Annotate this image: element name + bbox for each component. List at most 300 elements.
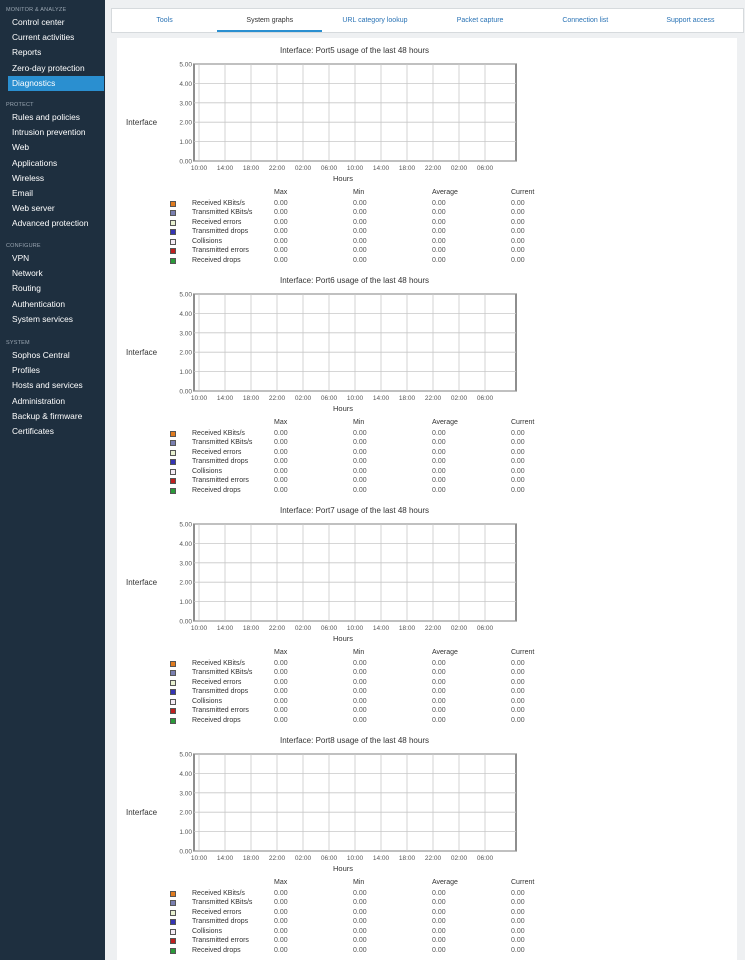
- sidebar-item-email[interactable]: Email: [12, 187, 33, 198]
- series-average: 0.00: [432, 439, 446, 446]
- legend-header-min: Min: [353, 419, 365, 426]
- series-average: 0.00: [432, 889, 446, 897]
- legend-row: [117, 706, 737, 716]
- x-tick-label: 22:00: [424, 855, 442, 862]
- series-min: 0.00: [353, 908, 367, 916]
- legend-header-max: Max: [274, 419, 288, 426]
- series-current: 0.00: [511, 688, 525, 695]
- sidebar-item-current-activities[interactable]: Current activities: [12, 32, 75, 43]
- series-current: 0.00: [511, 448, 525, 456]
- legend-row: [117, 946, 737, 956]
- series-min: 0.00: [353, 889, 367, 897]
- series-name: Transmitted drops: [192, 228, 249, 235]
- series-color-swatch: [170, 948, 176, 954]
- legend-row: [117, 199, 737, 209]
- usage-chart: [172, 288, 522, 418]
- legend-header-current: Current: [511, 419, 535, 426]
- x-tick-label: 14:00: [216, 855, 234, 862]
- series-color-swatch: [170, 718, 176, 724]
- graph-port-block: [117, 732, 737, 960]
- y-tick-label: 0.00: [179, 848, 192, 856]
- sidebar-item-zero-day-protection[interactable]: Zero-day protection: [12, 62, 85, 73]
- series-color-swatch: [170, 919, 176, 925]
- y-tick-label: 4.00: [179, 310, 192, 318]
- series-name: Received drops: [192, 946, 241, 954]
- x-tick-label: 02:00: [450, 625, 468, 632]
- series-average: 0.00: [432, 228, 446, 235]
- series-name: Transmitted drops: [192, 918, 249, 925]
- series-max: 0.00: [274, 899, 288, 906]
- x-tick-label: 14:00: [372, 165, 390, 172]
- legend-header-min: Min: [353, 189, 365, 196]
- sidebar-item-advanced-protection[interactable]: Advanced protection: [12, 218, 89, 229]
- series-color-swatch: [170, 488, 176, 494]
- series-max: 0.00: [274, 247, 288, 254]
- y-tick-label: 1.00: [179, 829, 192, 837]
- series-average: 0.00: [432, 247, 446, 254]
- usage-chart: [172, 518, 522, 648]
- series-max: 0.00: [274, 707, 288, 714]
- sidebar-item-control-center[interactable]: Control center: [12, 17, 65, 27]
- series-color-swatch: [170, 680, 176, 686]
- x-tick-label: 18:00: [242, 855, 260, 862]
- sidebar-item-reports[interactable]: Reports: [12, 47, 42, 58]
- series-average: 0.00: [432, 707, 446, 714]
- series-name: Transmitted errors: [192, 247, 249, 254]
- series-max: 0.00: [274, 218, 288, 226]
- series-name: Collisions: [192, 467, 222, 475]
- legend-header-current: Current: [511, 879, 535, 886]
- series-min: 0.00: [353, 659, 367, 667]
- y-tick-label: 1.00: [179, 369, 192, 377]
- y-tick-label: 1.00: [179, 139, 192, 147]
- sidebar-item-system-services[interactable]: System services: [12, 313, 73, 324]
- x-axis-label: Hours: [332, 404, 354, 413]
- x-tick-label: 18:00: [398, 855, 416, 862]
- x-tick-label: 06:00: [476, 395, 494, 402]
- x-tick-label: 22:00: [424, 395, 442, 402]
- series-max: 0.00: [274, 908, 288, 916]
- series-current: 0.00: [511, 256, 525, 264]
- series-average: 0.00: [432, 927, 446, 935]
- series-color-swatch: [170, 699, 176, 705]
- legend-row: [117, 429, 737, 439]
- x-tick-label: 22:00: [424, 625, 442, 632]
- main-content: [105, 0, 745, 960]
- series-color-swatch: [170, 891, 176, 897]
- x-tick-label: 06:00: [476, 625, 494, 632]
- tab-url-category-lookup[interactable]: URL category lookup: [342, 17, 408, 24]
- series-current: 0.00: [511, 918, 525, 925]
- series-color-swatch: [170, 210, 176, 216]
- x-tick-label: 18:00: [242, 625, 260, 632]
- series-name: Received errors: [192, 218, 242, 226]
- graph-port-block: [117, 502, 737, 732]
- series-name: Transmitted errors: [192, 937, 249, 944]
- legend-row: [117, 936, 737, 946]
- series-name: Transmitted errors: [192, 477, 249, 484]
- legend-row: [117, 457, 737, 467]
- y-tick-label: 2.00: [179, 119, 192, 127]
- series-color-swatch: [170, 440, 176, 446]
- sidebar-item-web-server[interactable]: Web server: [12, 203, 55, 214]
- y-tick-label: 2.00: [179, 579, 192, 587]
- series-name: Transmitted errors: [192, 707, 249, 714]
- series-name: Collisions: [192, 927, 222, 935]
- series-max: 0.00: [274, 889, 288, 897]
- x-tick-label: 10:00: [190, 625, 208, 632]
- series-color-swatch: [170, 229, 176, 235]
- series-current: 0.00: [511, 486, 525, 494]
- y-tick-label: 4.00: [179, 770, 192, 778]
- series-current: 0.00: [511, 659, 525, 667]
- tab-packet-capture[interactable]: Packet capture: [456, 17, 504, 24]
- series-max: 0.00: [274, 199, 288, 207]
- legend-header-current: Current: [511, 649, 535, 656]
- series-color-swatch: [170, 450, 176, 456]
- series-current: 0.00: [511, 209, 525, 216]
- x-tick-label: 02:00: [294, 165, 312, 172]
- x-tick-label: 02:00: [294, 855, 312, 862]
- series-color-swatch: [170, 929, 176, 935]
- legend-header-min: Min: [353, 649, 365, 656]
- y-tick-label: 3.00: [179, 790, 192, 798]
- y-tick-label: 0.00: [179, 618, 192, 626]
- series-min: 0.00: [353, 477, 367, 484]
- graph-port-block: [117, 42, 737, 272]
- series-current: 0.00: [511, 937, 525, 944]
- series-name: Received KBits/s: [192, 889, 245, 897]
- series-average: 0.00: [432, 209, 446, 216]
- series-min: 0.00: [353, 256, 367, 264]
- legend-row: [117, 256, 737, 266]
- series-current: 0.00: [511, 889, 525, 897]
- usage-chart: [172, 748, 522, 878]
- graph-title: Interface: Port5 usage of the last 48 hours: [280, 46, 429, 55]
- y-tick-label: 5.00: [179, 291, 192, 299]
- x-tick-label: 10:00: [346, 395, 364, 402]
- x-tick-label: 22:00: [268, 395, 286, 402]
- series-max: 0.00: [274, 659, 288, 667]
- series-current: 0.00: [511, 477, 525, 484]
- tab-tools[interactable]: Tools: [156, 17, 173, 24]
- sidebar-item-profiles[interactable]: Profiles: [12, 365, 40, 376]
- series-min: 0.00: [353, 199, 367, 207]
- x-tick-label: 02:00: [450, 165, 468, 172]
- y-side-label: Interface: [126, 808, 158, 817]
- sidebar-section-heading: SYSTEM: [6, 340, 30, 346]
- x-tick-label: 18:00: [242, 395, 260, 402]
- y-tick-label: 0.00: [179, 158, 192, 166]
- series-current: 0.00: [511, 439, 525, 446]
- x-tick-label: 22:00: [268, 855, 286, 862]
- series-min: 0.00: [353, 458, 367, 465]
- series-color-swatch: [170, 201, 176, 207]
- legend-row: [117, 476, 737, 486]
- series-average: 0.00: [432, 458, 446, 465]
- series-average: 0.00: [432, 237, 446, 245]
- series-max: 0.00: [274, 937, 288, 944]
- legend-header-max: Max: [274, 189, 288, 196]
- x-tick-label: 22:00: [268, 165, 286, 172]
- series-name: Transmitted drops: [192, 688, 249, 695]
- series-min: 0.00: [353, 678, 367, 686]
- series-name: Received errors: [192, 908, 242, 916]
- sidebar-item-backup-and-firmware[interactable]: Backup & firmware: [12, 410, 83, 421]
- series-average: 0.00: [432, 697, 446, 705]
- usage-chart: [172, 58, 522, 188]
- y-tick-label: 2.00: [179, 349, 192, 357]
- series-current: 0.00: [511, 218, 525, 226]
- series-current: 0.00: [511, 678, 525, 686]
- y-tick-label: 5.00: [179, 61, 192, 69]
- sidebar-item-hosts-and-services[interactable]: Hosts and services: [12, 380, 83, 391]
- legend-row: [117, 246, 737, 256]
- series-color-swatch: [170, 910, 176, 916]
- series-max: 0.00: [274, 946, 288, 954]
- legend-header-average: Average: [432, 879, 458, 886]
- x-tick-label: 02:00: [294, 395, 312, 402]
- series-name: Transmitted drops: [192, 458, 249, 465]
- series-current: 0.00: [511, 927, 525, 935]
- legend-header-current: Current: [511, 189, 535, 196]
- series-average: 0.00: [432, 218, 446, 226]
- x-tick-label: 06:00: [320, 855, 338, 862]
- series-name: Received drops: [192, 716, 241, 724]
- series-min: 0.00: [353, 716, 367, 724]
- y-side-label: Interface: [126, 118, 158, 127]
- series-name: Transmitted KBits/s: [192, 899, 253, 906]
- graph-title: Interface: Port6 usage of the last 48 hours: [280, 276, 429, 285]
- series-name: Transmitted KBits/s: [192, 209, 253, 216]
- x-tick-label: 02:00: [450, 855, 468, 862]
- series-color-swatch: [170, 661, 176, 667]
- sidebar-item-diagnostics[interactable]: Diagnostics: [8, 76, 104, 91]
- x-tick-label: 02:00: [294, 625, 312, 632]
- y-tick-label: 3.00: [179, 560, 192, 568]
- sidebar-item-certificates[interactable]: Certificates: [12, 425, 54, 436]
- legend-header-average: Average: [432, 649, 458, 656]
- legend-header-max: Max: [274, 649, 288, 656]
- sidebar-section-heading: CONFIGURE: [6, 243, 41, 249]
- y-tick-label: 3.00: [179, 330, 192, 338]
- series-min: 0.00: [353, 448, 367, 456]
- series-color-swatch: [170, 708, 176, 714]
- x-tick-label: 10:00: [190, 855, 208, 862]
- x-tick-label: 18:00: [398, 165, 416, 172]
- sidebar-item-administration[interactable]: Administration: [12, 395, 66, 406]
- series-average: 0.00: [432, 669, 446, 676]
- legend-row: [117, 237, 737, 247]
- x-tick-label: 06:00: [320, 165, 338, 172]
- series-current: 0.00: [511, 237, 525, 245]
- sidebar-item-web[interactable]: Web: [12, 142, 30, 153]
- legend-header-average: Average: [432, 419, 458, 426]
- sidebar-section-system: [0, 338, 105, 439]
- graph-port-block: [117, 272, 737, 502]
- series-max: 0.00: [274, 688, 288, 695]
- sidebar-item-sophos-central[interactable]: Sophos Central: [12, 350, 70, 360]
- series-max: 0.00: [274, 448, 288, 456]
- series-average: 0.00: [432, 899, 446, 906]
- series-min: 0.00: [353, 707, 367, 714]
- series-min: 0.00: [353, 688, 367, 695]
- x-tick-label: 14:00: [216, 625, 234, 632]
- series-average: 0.00: [432, 716, 446, 724]
- series-max: 0.00: [274, 429, 288, 437]
- x-tick-label: 14:00: [372, 855, 390, 862]
- series-max: 0.00: [274, 209, 288, 216]
- sidebar-item-wireless[interactable]: Wireless: [12, 172, 45, 183]
- series-current: 0.00: [511, 467, 525, 475]
- x-tick-label: 14:00: [216, 395, 234, 402]
- series-name: Received errors: [192, 678, 242, 686]
- series-color-swatch: [170, 459, 176, 465]
- series-max: 0.00: [274, 927, 288, 935]
- legend-row: [117, 678, 737, 688]
- series-min: 0.00: [353, 209, 367, 216]
- series-max: 0.00: [274, 678, 288, 686]
- x-tick-label: 18:00: [398, 625, 416, 632]
- y-tick-label: 3.00: [179, 100, 192, 108]
- legend-header-min: Min: [353, 879, 365, 886]
- series-max: 0.00: [274, 256, 288, 264]
- x-tick-label: 02:00: [450, 395, 468, 402]
- series-average: 0.00: [432, 659, 446, 667]
- y-side-label: Interface: [126, 348, 158, 357]
- series-min: 0.00: [353, 218, 367, 226]
- series-current: 0.00: [511, 908, 525, 916]
- series-current: 0.00: [511, 669, 525, 676]
- series-color-swatch: [170, 248, 176, 254]
- series-max: 0.00: [274, 486, 288, 494]
- x-tick-label: 10:00: [190, 165, 208, 172]
- series-current: 0.00: [511, 247, 525, 254]
- sidebar-section-protect: [0, 100, 105, 232]
- graphs-panel: [117, 38, 737, 960]
- series-name: Collisions: [192, 237, 222, 245]
- legend-row: [117, 438, 737, 448]
- sidebar-section-configure: [0, 241, 105, 327]
- series-name: Received drops: [192, 486, 241, 494]
- y-tick-label: 1.00: [179, 599, 192, 607]
- series-color-swatch: [170, 689, 176, 695]
- x-tick-label: 06:00: [320, 395, 338, 402]
- legend-row: [117, 898, 737, 908]
- legend-row: [117, 889, 737, 899]
- series-max: 0.00: [274, 697, 288, 705]
- x-tick-label: 10:00: [346, 855, 364, 862]
- series-name: Transmitted KBits/s: [192, 439, 253, 446]
- series-average: 0.00: [432, 486, 446, 494]
- sidebar-section-heading: MONITOR & ANALYZE: [6, 7, 67, 13]
- sidebar-item-network[interactable]: Network: [12, 268, 43, 279]
- graph-title: Interface: Port7 usage of the last 48 hours: [280, 506, 429, 515]
- series-min: 0.00: [353, 669, 367, 676]
- series-max: 0.00: [274, 439, 288, 446]
- series-color-swatch: [170, 239, 176, 245]
- x-tick-label: 06:00: [476, 165, 494, 172]
- sidebar-item-vpn[interactable]: VPN: [12, 253, 30, 263]
- series-current: 0.00: [511, 697, 525, 705]
- y-tick-label: 4.00: [179, 80, 192, 88]
- legend-row: [117, 687, 737, 697]
- series-max: 0.00: [274, 467, 288, 475]
- graph-title: Interface: Port8 usage of the last 48 hours: [280, 736, 429, 745]
- legend-row: [117, 218, 737, 228]
- series-current: 0.00: [511, 429, 525, 437]
- legend-row: [117, 697, 737, 707]
- x-tick-label: 18:00: [242, 165, 260, 172]
- series-current: 0.00: [511, 707, 525, 714]
- x-tick-label: 10:00: [190, 395, 208, 402]
- series-name: Received errors: [192, 448, 242, 456]
- sidebar-section-heading: PROTECT: [6, 102, 34, 108]
- series-min: 0.00: [353, 439, 367, 446]
- x-axis-label: Hours: [332, 174, 354, 183]
- legend-row: [117, 659, 737, 669]
- x-axis-label: Hours: [332, 634, 354, 643]
- x-tick-label: 14:00: [372, 395, 390, 402]
- legend-row: [117, 668, 737, 678]
- series-current: 0.00: [511, 228, 525, 235]
- series-min: 0.00: [353, 237, 367, 245]
- x-tick-label: 14:00: [372, 625, 390, 632]
- tab-support-access[interactable]: Support access: [666, 17, 715, 24]
- series-min: 0.00: [353, 228, 367, 235]
- series-color-swatch: [170, 670, 176, 676]
- x-tick-label: 22:00: [424, 165, 442, 172]
- x-tick-label: 06:00: [476, 855, 494, 862]
- sidebar: [0, 0, 105, 960]
- sidebar-item-intrusion-prevention[interactable]: Intrusion prevention: [12, 127, 86, 138]
- sidebar-item-applications[interactable]: Applications: [12, 157, 58, 168]
- legend-header-max: Max: [274, 879, 288, 886]
- legend-row: [117, 917, 737, 927]
- y-tick-label: 4.00: [179, 540, 192, 548]
- series-min: 0.00: [353, 697, 367, 705]
- series-name: Received KBits/s: [192, 199, 245, 207]
- series-name: Received KBits/s: [192, 429, 245, 437]
- sidebar-item-routing[interactable]: Routing: [12, 283, 41, 294]
- legend-row: [117, 448, 737, 458]
- legend-row: [117, 467, 737, 477]
- series-max: 0.00: [274, 477, 288, 484]
- x-tick-label: 18:00: [398, 395, 416, 402]
- legend-row: [117, 927, 737, 937]
- tab-system-graphs[interactable]: System graphs: [217, 9, 322, 32]
- series-max: 0.00: [274, 918, 288, 925]
- tab-connection-list[interactable]: Connection list: [562, 17, 609, 24]
- series-current: 0.00: [511, 199, 525, 207]
- series-color-swatch: [170, 469, 176, 475]
- x-axis-label: Hours: [332, 864, 354, 873]
- x-tick-label: 22:00: [268, 625, 286, 632]
- series-current: 0.00: [511, 946, 525, 954]
- sidebar-item-authentication[interactable]: Authentication: [12, 298, 66, 309]
- series-min: 0.00: [353, 918, 367, 925]
- series-name: Received KBits/s: [192, 659, 245, 667]
- y-tick-label: 5.00: [179, 751, 192, 759]
- series-name: Received drops: [192, 256, 241, 264]
- series-average: 0.00: [432, 918, 446, 925]
- y-tick-label: 0.00: [179, 388, 192, 396]
- legend-row: [117, 716, 737, 726]
- series-name: Transmitted KBits/s: [192, 669, 253, 676]
- series-average: 0.00: [432, 477, 446, 484]
- series-name: Collisions: [192, 697, 222, 705]
- sidebar-item-rules-and-policies[interactable]: Rules and policies: [12, 112, 80, 122]
